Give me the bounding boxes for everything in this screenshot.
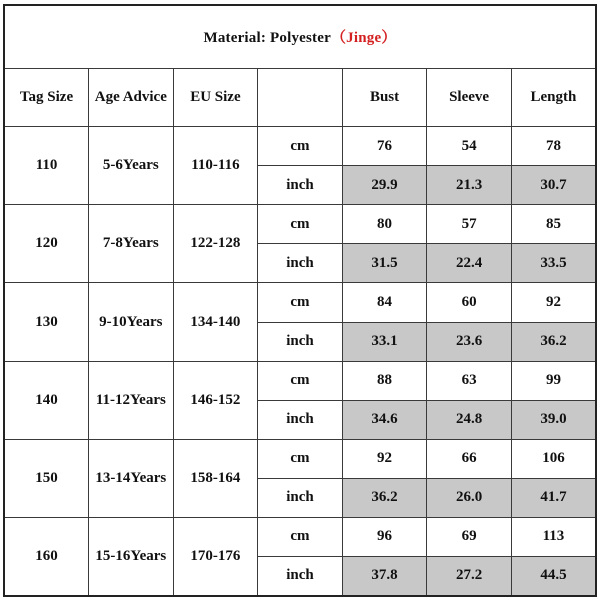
age-advice-cell: 7-8Years xyxy=(89,205,174,283)
bust-inch-cell: 37.8 xyxy=(342,556,427,596)
header-row xyxy=(4,68,596,127)
table-row xyxy=(4,283,596,322)
sleeve-inch-cell: 24.8 xyxy=(427,400,512,439)
age-advice-cell: 5-6Years xyxy=(89,127,174,205)
length-inch-cell: 44.5 xyxy=(511,556,596,596)
sleeve-cm-cell: 57 xyxy=(427,205,512,244)
unit-cm-cell: cm xyxy=(258,517,343,556)
unit-cm-cell: cm xyxy=(258,127,343,166)
tag-size-cell: 160 xyxy=(4,517,89,596)
unit-inch-cell: inch xyxy=(258,166,343,205)
tag-size-cell: 140 xyxy=(4,361,89,439)
table-row xyxy=(4,205,596,244)
tag-size-cell: 110 xyxy=(4,127,89,205)
sleeve-inch-cell: 22.4 xyxy=(427,244,512,283)
age-advice-cell: 15-16Years xyxy=(89,517,174,596)
length-cm-cell: 106 xyxy=(511,439,596,478)
header-length: Length xyxy=(511,68,596,127)
size-chart-table xyxy=(3,4,597,597)
table-row xyxy=(4,439,596,478)
bust-cm-cell: 80 xyxy=(342,205,427,244)
length-inch-cell: 39.0 xyxy=(511,400,596,439)
tag-size-cell: 150 xyxy=(4,439,89,517)
bust-cm-cell: 96 xyxy=(342,517,427,556)
unit-cm-cell: cm xyxy=(258,361,343,400)
title-row xyxy=(4,5,596,68)
unit-cm-cell: cm xyxy=(258,205,343,244)
header-sleeve: Sleeve xyxy=(427,68,512,127)
sleeve-inch-cell: 23.6 xyxy=(427,322,512,361)
eu-size-cell: 170-176 xyxy=(173,517,258,596)
length-cm-cell: 99 xyxy=(511,361,596,400)
tag-size-cell: 130 xyxy=(4,283,89,361)
unit-cm-cell: cm xyxy=(258,439,343,478)
eu-size-cell: 110-116 xyxy=(173,127,258,205)
unit-inch-cell: inch xyxy=(258,556,343,596)
header-age-advice: Age Advice xyxy=(89,68,174,127)
unit-inch-cell: inch xyxy=(258,478,343,517)
eu-size-cell: 158-164 xyxy=(173,439,258,517)
material-title-text: Material: Polyester xyxy=(203,30,331,47)
header-tag-size: Tag Size xyxy=(4,68,89,127)
sleeve-cm-cell: 66 xyxy=(427,439,512,478)
length-inch-cell: 36.2 xyxy=(511,322,596,361)
sleeve-cm-cell: 60 xyxy=(427,283,512,322)
bust-inch-cell: 36.2 xyxy=(342,478,427,517)
header-unit xyxy=(258,68,343,127)
tag-size-cell: 120 xyxy=(4,205,89,283)
age-advice-cell: 9-10Years xyxy=(89,283,174,361)
length-inch-cell: 33.5 xyxy=(511,244,596,283)
material-title xyxy=(4,5,596,68)
length-cm-cell: 85 xyxy=(511,205,596,244)
sleeve-inch-cell: 26.0 xyxy=(427,478,512,517)
bust-inch-cell: 33.1 xyxy=(342,322,427,361)
eu-size-cell: 134-140 xyxy=(173,283,258,361)
eu-size-cell: 146-152 xyxy=(173,361,258,439)
sleeve-inch-cell: 27.2 xyxy=(427,556,512,596)
bust-cm-cell: 84 xyxy=(342,283,427,322)
bust-inch-cell: 31.5 xyxy=(342,244,427,283)
length-cm-cell: 92 xyxy=(511,283,596,322)
header-bust: Bust xyxy=(342,68,427,127)
length-cm-cell: 113 xyxy=(511,517,596,556)
age-advice-cell: 13-14Years xyxy=(89,439,174,517)
length-inch-cell: 30.7 xyxy=(511,166,596,205)
sleeve-cm-cell: 63 xyxy=(427,361,512,400)
size-chart-body xyxy=(4,5,596,596)
eu-size-cell: 122-128 xyxy=(173,205,258,283)
sleeve-inch-cell: 21.3 xyxy=(427,166,512,205)
bust-inch-cell: 29.9 xyxy=(342,166,427,205)
table-row xyxy=(4,127,596,166)
unit-inch-cell: inch xyxy=(258,400,343,439)
bust-inch-cell: 34.6 xyxy=(342,400,427,439)
unit-inch-cell: inch xyxy=(258,244,343,283)
bust-cm-cell: 92 xyxy=(342,439,427,478)
bust-cm-cell: 88 xyxy=(342,361,427,400)
brand-name: （Jinge） xyxy=(330,30,397,47)
age-advice-cell: 11-12Years xyxy=(89,361,174,439)
bust-cm-cell: 76 xyxy=(342,127,427,166)
unit-cm-cell: cm xyxy=(258,283,343,322)
sleeve-cm-cell: 54 xyxy=(427,127,512,166)
length-inch-cell: 41.7 xyxy=(511,478,596,517)
header-eu-size: EU Size xyxy=(173,68,258,127)
sleeve-cm-cell: 69 xyxy=(427,517,512,556)
unit-inch-cell: inch xyxy=(258,322,343,361)
table-row xyxy=(4,361,596,400)
length-cm-cell: 78 xyxy=(511,127,596,166)
table-row xyxy=(4,517,596,556)
